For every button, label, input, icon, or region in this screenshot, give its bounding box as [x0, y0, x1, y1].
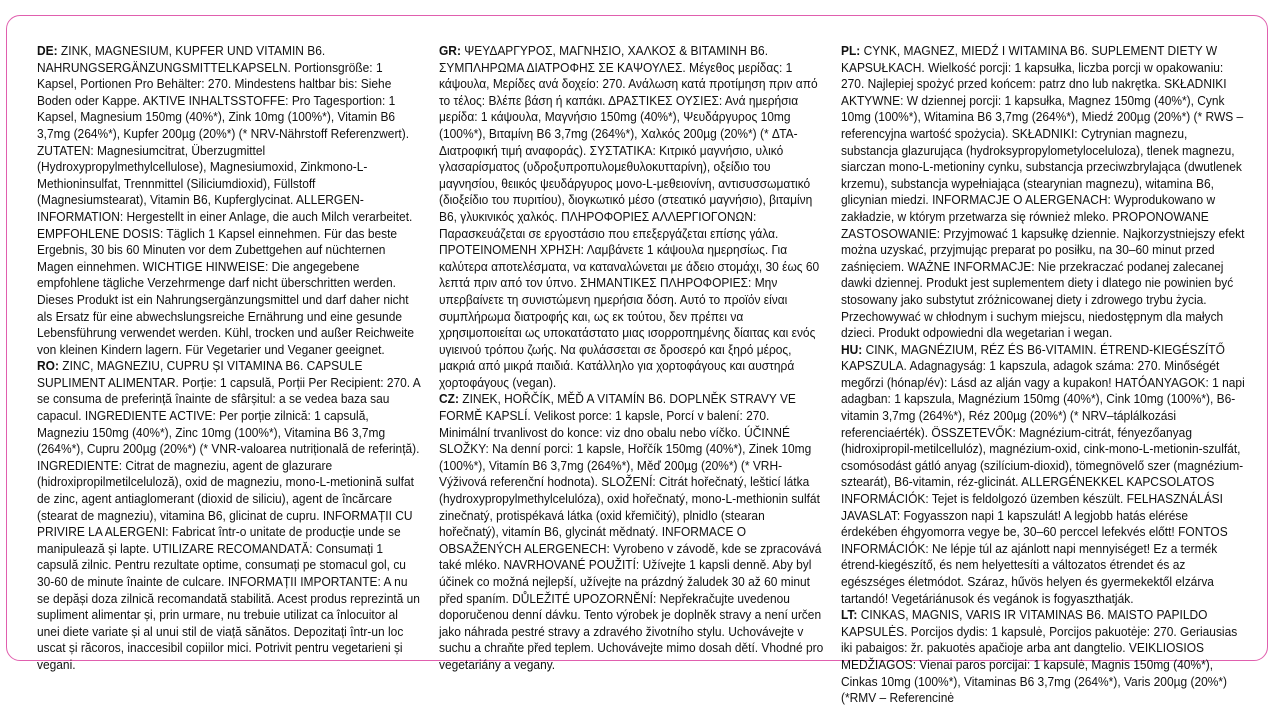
section-de	[37, 43, 422, 358]
label-column-middle	[439, 43, 824, 672]
section-ro	[37, 358, 422, 673]
section-cz	[439, 391, 824, 673]
language-code: HU:	[841, 341, 863, 357]
language-code: PL:	[841, 43, 861, 58]
section-text: CINKAS, MAGNIS, VARIS IR VITAMINAS B6. MAISTO PAPILDO KAPSULĖS. Porcijos dydis: 1 kapsulė, Porcijos pakuotėje: 270. Geriausias iki pabaigos: žr. pakuotės apačioje arba ant dangtelio. VEIKLIOSIOS MEDŽIAGOS: Vienai paros porcijai: 1 kapsulė, Magnis 150mg (40%*), Cinkas 10mg (100%*), Vitaminas B6 3,7mg (264%*), Varis 200µg (20%*) (*RMV – Referencinė	[841, 607, 1238, 706]
section-text: ZINC, MAGNEZIU, CUPRU ȘI VITAMINA B6. CAPSULE SUPLIMENT ALIMENTAR. Porție: 1 capsulă, Porții Per Recipient: 270. A se consuma de preferință înainte de sfârșitul: a se vedea baza sau capacul. INGREDIENTE ACTIVE: Per porție zilnică: 1 capsulă, Magneziu 150mg (40%*), Zinc 10mg (100%*), Vitamina B6 3,7mg (264%*), Cupru 200µg (20%*) (* VNR-valoarea nutrițională de referință). INGREDIENTE: Citrat de magneziu, agent de glazurare (hidroxipropilmetilceluloză), oxid de magneziu, mono-L-metionină sulfat de zinc, agent antiaglomerant (dioxid de siliciu), agent de încărcare (stearat de magneziu), vitamina B6, glicinat de cupru. INFORMAȚII CU PRIVIRE LA ALERGENI: Fabricat într-o unitate de producție unde se manipulează și lapte. UTILIZARE RECOMANDATĂ: Consumați 1 capsulă zilnic. Pentru rezultate optime, consumați pe stomacul gol, cu 30-60 de minute înainte de culcare. INFORMAȚII IMPORTANTE: A nu se depăși doza zilnică recomandată stabilită. Acest produs reprezintă un supliment alimentar și, prin urmare, nu trebuie utilizat ca înlocuitor al unei diete variate și al unui stil de viață sănătos. Depozitați într-un loc uscat și răcoros, inaccesibil copiilor mici. Potrivit pentru vegetarieni și vegani.	[37, 358, 421, 672]
section-gr	[439, 43, 824, 391]
section-text: ZINK, MAGNESIUM, KUPFER UND VITAMIN B6. NAHRUNGSERGÄNZUNGSMITTELKAPSELN. Portionsgröße: 1 Kapsel, Portionen Pro Behälter: 270. Mindestens haltbar bis: Siehe Boden oder Kappe. AKTIVE INHALTSSTOFFE: Pro Tagesportion: 1 Kapsel, Magnesium 150mg (40%*), Zink 10mg (100%*), Vitamin B6 3,7mg (264%*), Kupfer 200µg (20%*) (* NRV-Nährstoff Referenzwert). ZUTATEN: Magnesiumcitrat, Überzugmittel (Hydroxypropylmethylcellulose), Magnesiumoxid, Zinkmono-L-Methioninsulfat, Trennmittel (Siliciumdioxid), Füllstoff (Magnesiumstearat), Vitamin B6, Kupferglycinat. ALLERGEN-INFORMATION: Hergestellt in einer Anlage, die auch Milch verarbeitet. EMPFOHLENE DOSIS: Täglich 1 Kapsel einnehmen. Für das beste Ergebnis, 30 bis 60 Minuten vor dem Zubettgehen auf nüchternen Magen einnehmen. WICHTIGE HINWEISE: Die angegebene empfohlene tägliche Verzehrmenge darf nicht überschritten werden. Dieses Produkt ist ein Nahrungsergänzungsmittel und darf daher nicht als Ersatz für eine abwechslungsreiche Ernährung und eine gesunde Lebensführung verwendet werden. Kühl, trocken und außer Reichweite von kleinen Kindern lagern. Für Vegetarier und Veganer geeignet.	[37, 43, 414, 357]
section-text: ΨΕΥΔΑΡΓΥΡΟΣ, ΜΑΓΝΗΣΙΟ, ΧΑΛΚΟΣ & ΒΙΤΑΜΙΝΗ B6. ΣΥΜΠΛΗΡΩΜΑ ΔΙΑΤΡΟΦΗΣ ΣΕ ΚΑΨΟΥΛΕΣ. Μέγεθος μερίδας: 1 κάψουλα, Μερίδες ανά δοχείο: 270. Ανάλωση κατά προτίμηση πριν από το τέλος: Βλέπε βάση ή καπάκι. ΔΡΑΣΤΙΚΕΣ ΟΥΣΙΕΣ: Ανά ημερήσια μερίδα: 1 κάψουλα, Μαγνήσιο 150mg (40%*), Ψευδάργυρος 10mg (100%*), Βιταμίνη B6 3,7mg (264%*), Χαλκός 200µg (20%*) (* ΔΤΑ-Διατροφική τιμή αναφοράς). ΣΥΣΤΑΤΙΚΑ: Κιτρικό μαγνήσιο, υλικό γλασαρίσματος (υδροξυπροπυλομεθυλοκυτταρίνη), οξείδιο του μαγνησίου, θειικός ψευδάργυρος μονο-L-μεθειονίνη, αντισυσσωματικό (διοξείδιο του πυριτίου), διογκωτικό μέσο (στεατικό μαγνήσιο), βιταμίνη B6, γλυκινικός χαλκός. ΠΛΗΡΟΦΟΡΙΕΣ ΑΛΛΕΡΓΙΟΓΟΝΩΝ: Παρασκευάζεται σε εργοστάσιο που επεξεργάζεται επίσης γάλα. ΠΡΟΤΕΙΝΟΜΕΝΗ ΧΡΗΣΗ: Λαμβάνετε 1 κάψουλα ημερησίως. Για καλύτερα αποτελέσματα, να καταναλώνεται με άδειο στομάχι, 30 έως 60 λεπτά πριν από τον ύπνο. ΣΗΜΑΝΤΙΚΕΣ ΠΛΗΡΟΦΟΡΙΕΣ: Μην υπερβαίνετε τη συνιστώμενη ημερήσια δόση. Αυτό το προϊόν είναι συμπλήρωμα διατροφής και, ως εκ τούτου, δεν πρέπει να χρησιμοποιείται ως υποκατάστατο μιας ισορροπημένης δίαιτας και ενός υγιεινού τρόπου ζωής. Να φυλάσσεται σε δροσερό και ξηρό μέρος, μακριά από μικρά παιδιά. Κατάλληλο για χορτοφάγους και αυστηρά χορτοφάγους (vegan).	[439, 43, 820, 390]
section-text: CYNK, MAGNEZ, MIEDŹ I WITAMINA B6. SUPLEMENT DIETY W KAPSUŁKACH. Wielkość porcji: 1 kapsułka, liczba porcji w opakowaniu: 270. Najlepiej spożyć przed końcem: patrz dno lub nakrętka. SKŁADNIKI AKTYWNE: W dziennej porcji: 1 kapsułka, Magnez 150mg (40%*), Cynk 10mg (100%*), Witamina B6 3,7mg (264%*), Miedź 200µg (20%*) (* RWS – referencyjna wartość spożycia). SKŁADNIKI: Cytrynian magnezu, substancja glazurująca (hydroksypropylometyloceluloza), tlenek magnezu, siarczan mono-L-metioniny cynku, substancja przeciwzbrylająca (dwutlenek krzemu), substancja wypełniająca (stearynian magnezu), witamina B6, glicynian miedzi. INFORMACJE O ALERGENACH: Wyprodukowano w zakładzie, w którym przetwarza się również mleko. PROPONOWANE ZASTOSOWANIE: Przyjmować 1 kapsułkę dziennie. Najkorzystniejszy efekt można uzyskać, przyjmując preparat po posiłku, na 30–60 minut przed zaśnięciem. WAŻNE INFORMACJE: Nie przekraczać podanej zalecanej dawki dziennej. Produkt jest suplementem diety i dlatego nie powinien być stosowany jako substytut zróżnicowanej diety i zdrowego trybu życia. Przechowywać w chłodnym i suchym miejscu, niedostępnym dla małych dzieci. Produkt odpowiedni dla wegetarian i wegan.	[841, 43, 1245, 341]
section-text: ZINEK, HOŘČÍK, MĚĎ A VITAMÍN B6. DOPLNĚK STRAVY VE FORMĚ KAPSLÍ. Velikost porce: 1 kapsle, Porcí v balení: 270. Minimální trvanlivost do konce: viz dno obalu nebo víčko. ÚČINNÉ SLOŽKY: Na denní porci: 1 kapsle, Hořčík 150mg (40%*), Zinek 10mg (100%*), Vitamín B6 3,7mg (264%*), Měď 200µg (20%*) (* VRH-Výživová referenční hodnota). SLOŽENÍ: Citrát hořečnatý, lešticí látka (hydroxypropylmethylcelulóza), oxid hořečnatý, mono-L-methionin sulfát zinečnatý, protispékavá látka (oxid křemičitý), plnidlo (stearan hořečnatý), vitamín B6, glycinát mědnatý. INFORMACE O OBSAŽENÝCH ALERGENECH: Vyrobeno v závodě, kde se zpracovává také mléko. NAVRHOVANÉ POUŽITÍ: Užívejte 1 kapsli denně. Aby byl účinek co možná nejlepší, užívejte na prázdný žaludek 30 až 60 minut před spaním. DŮLEŽITÉ UPOZORNĚNÍ: Nepřekračujte uvedenou doporučenou denní dávku. Tento výrobek je doplněk stravy a není určen jako náhrada pestré stravy a zdravého životního stylu. Uchovávejte v suchu a chraňte před teplem. Uchovávejte mimo dosah dětí. Vhodné pro vegetariány a vegany.	[439, 391, 824, 672]
label-column-right	[841, 43, 1246, 706]
language-code: GR:	[439, 43, 461, 58]
section-hu	[841, 342, 1246, 608]
language-code: DE:	[37, 43, 58, 58]
section-lt	[841, 607, 1246, 707]
section-pl	[841, 43, 1246, 342]
language-code: RO:	[37, 358, 59, 374]
section-text: CINK, MAGNÉZIUM, RÉZ ÉS B6-VITAMIN. ÉTREND-KIEGÉSZÍTŐ KAPSZULA. Adagnagyság: 1 kapszula, adagok száma: 270. Minőségét megőrzi (hónap/év): Lásd az alján vagy a kupakon! HATÓANYAGOK: 1 napi adagban: 1 kapszula, Magnézium 150mg (40%*), Cink 10mg (100%*), B6-vitamin 3,7mg (264%*), Réz 200µg (20%*) (* NRV–táplálkozási referenciaérték). ÖSSZETEVŐK: Magnézium-citrát, fényezőanyag (hidroxipropil-metilcellulóz), magnézium-oxid, cink-mono-L-metionin-szulfát, csomósodást gátló anyag (szilícium-dioxid), tömegnövelő szer (magnézium-sztearát), B6-vitamin, réz-glicinát. ALLERGÉNEKKEL KAPCSOLATOS INFORMÁCIÓK: Tejet is feldolgozó üzemben készült. FELHASZNÁLÁSI JAVASLAT: Fogyasszon napi 1 kapszulát! A legjobb hatás elérése érdekében éhgyomorra vegye be, 30–60 perccel lefekvés előtt! FONTOS INFORMÁCIÓK: Ne lépje túl az ajánlott napi mennyiséget! Ez a termék étrend-kiegészítő, és nem helyettesíti a változatos étrendet és az egészséges életmódot. Száraz, hűvös helyen és gyermekektől elzárva tartandó! Vegetáriánusok és vegánok is fogyaszthatják.	[841, 341, 1245, 606]
label-column-left	[37, 43, 422, 672]
language-code: CZ:	[439, 391, 459, 407]
language-code: LT:	[841, 607, 858, 623]
supplement-label	[6, 15, 1268, 706]
